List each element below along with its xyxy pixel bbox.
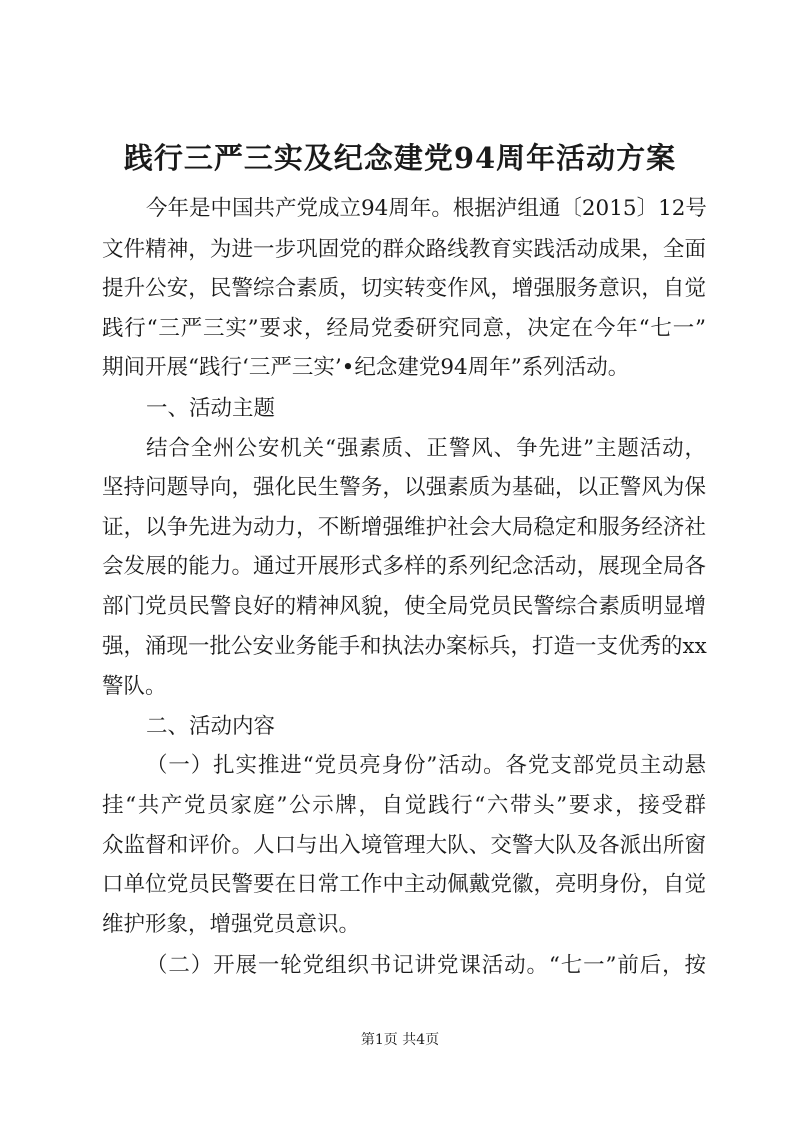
paragraph-line: 践行“三严三实”要求，经局党委研究同意，决定在今年“七一” xyxy=(102,316,706,341)
document-title: 践行三严三实及纪念建党94周年活动方案 xyxy=(123,141,677,175)
paragraph-line: 维护形象，增强党员意识。 xyxy=(102,912,361,937)
paragraph-line: 强，涌现一批公安业务能手和执法办案标兵，打造一支优秀的xx xyxy=(102,634,707,659)
section-heading: 一、活动主题 xyxy=(146,396,276,421)
paragraph-line: 挂“共产党员家庭”公示牌，自觉践行“六带头”要求，接受群 xyxy=(102,793,706,818)
paragraph-line: 众监督和评价。人口与出入境管理大队、交警大队及各派出所窗 xyxy=(102,833,706,858)
paragraph-line: 证，以争先进为动力，不断增强维护社会大局稳定和服务经济社 xyxy=(102,515,706,540)
paragraph-line: 提升公安，民警综合素质，切实转变作风，增强服务意识，自觉 xyxy=(102,276,706,301)
paragraph-line: 期间开展“践行‘三严三实’•纪念建党94周年”系列活动。 xyxy=(102,355,630,380)
paragraph-line: 结合全州公安机关“强素质、正警风、争先进”主题活动， xyxy=(146,436,706,461)
paragraph-line: 今年是中国共产党成立94周年。根据泸组通〔2015〕12号 xyxy=(146,196,707,221)
paragraph-line: 警队。 xyxy=(102,674,167,699)
paragraph-line: 文件精神，为进一步巩固党的群众路线教育实践活动成果，全面 xyxy=(102,237,706,262)
paragraph-line: 部门党员民警良好的精神风貌，使全局党员民警综合素质明显增 xyxy=(102,594,706,619)
page-number-footer: 第1页 共4页 xyxy=(360,1032,440,1048)
paragraph-line: （二）开展一轮党组织书记讲党课活动。“七一”前后，按 xyxy=(146,953,706,978)
section-heading: 二、活动内容 xyxy=(146,714,276,739)
paragraph-line: 口单位党员民警要在日常工作中主动佩戴党徽，亮明身份，自觉 xyxy=(102,872,706,897)
paragraph-line: 会发展的能力。通过开展形式多样的系列纪念活动，展现全局各 xyxy=(102,554,706,579)
paragraph-line: （一）扎实推进“党员亮身份”活动。各党支部党员主动悬 xyxy=(146,753,706,778)
paragraph-line: 坚持问题导向，强化民生警务，以强素质为基础，以正警风为保 xyxy=(102,475,706,500)
